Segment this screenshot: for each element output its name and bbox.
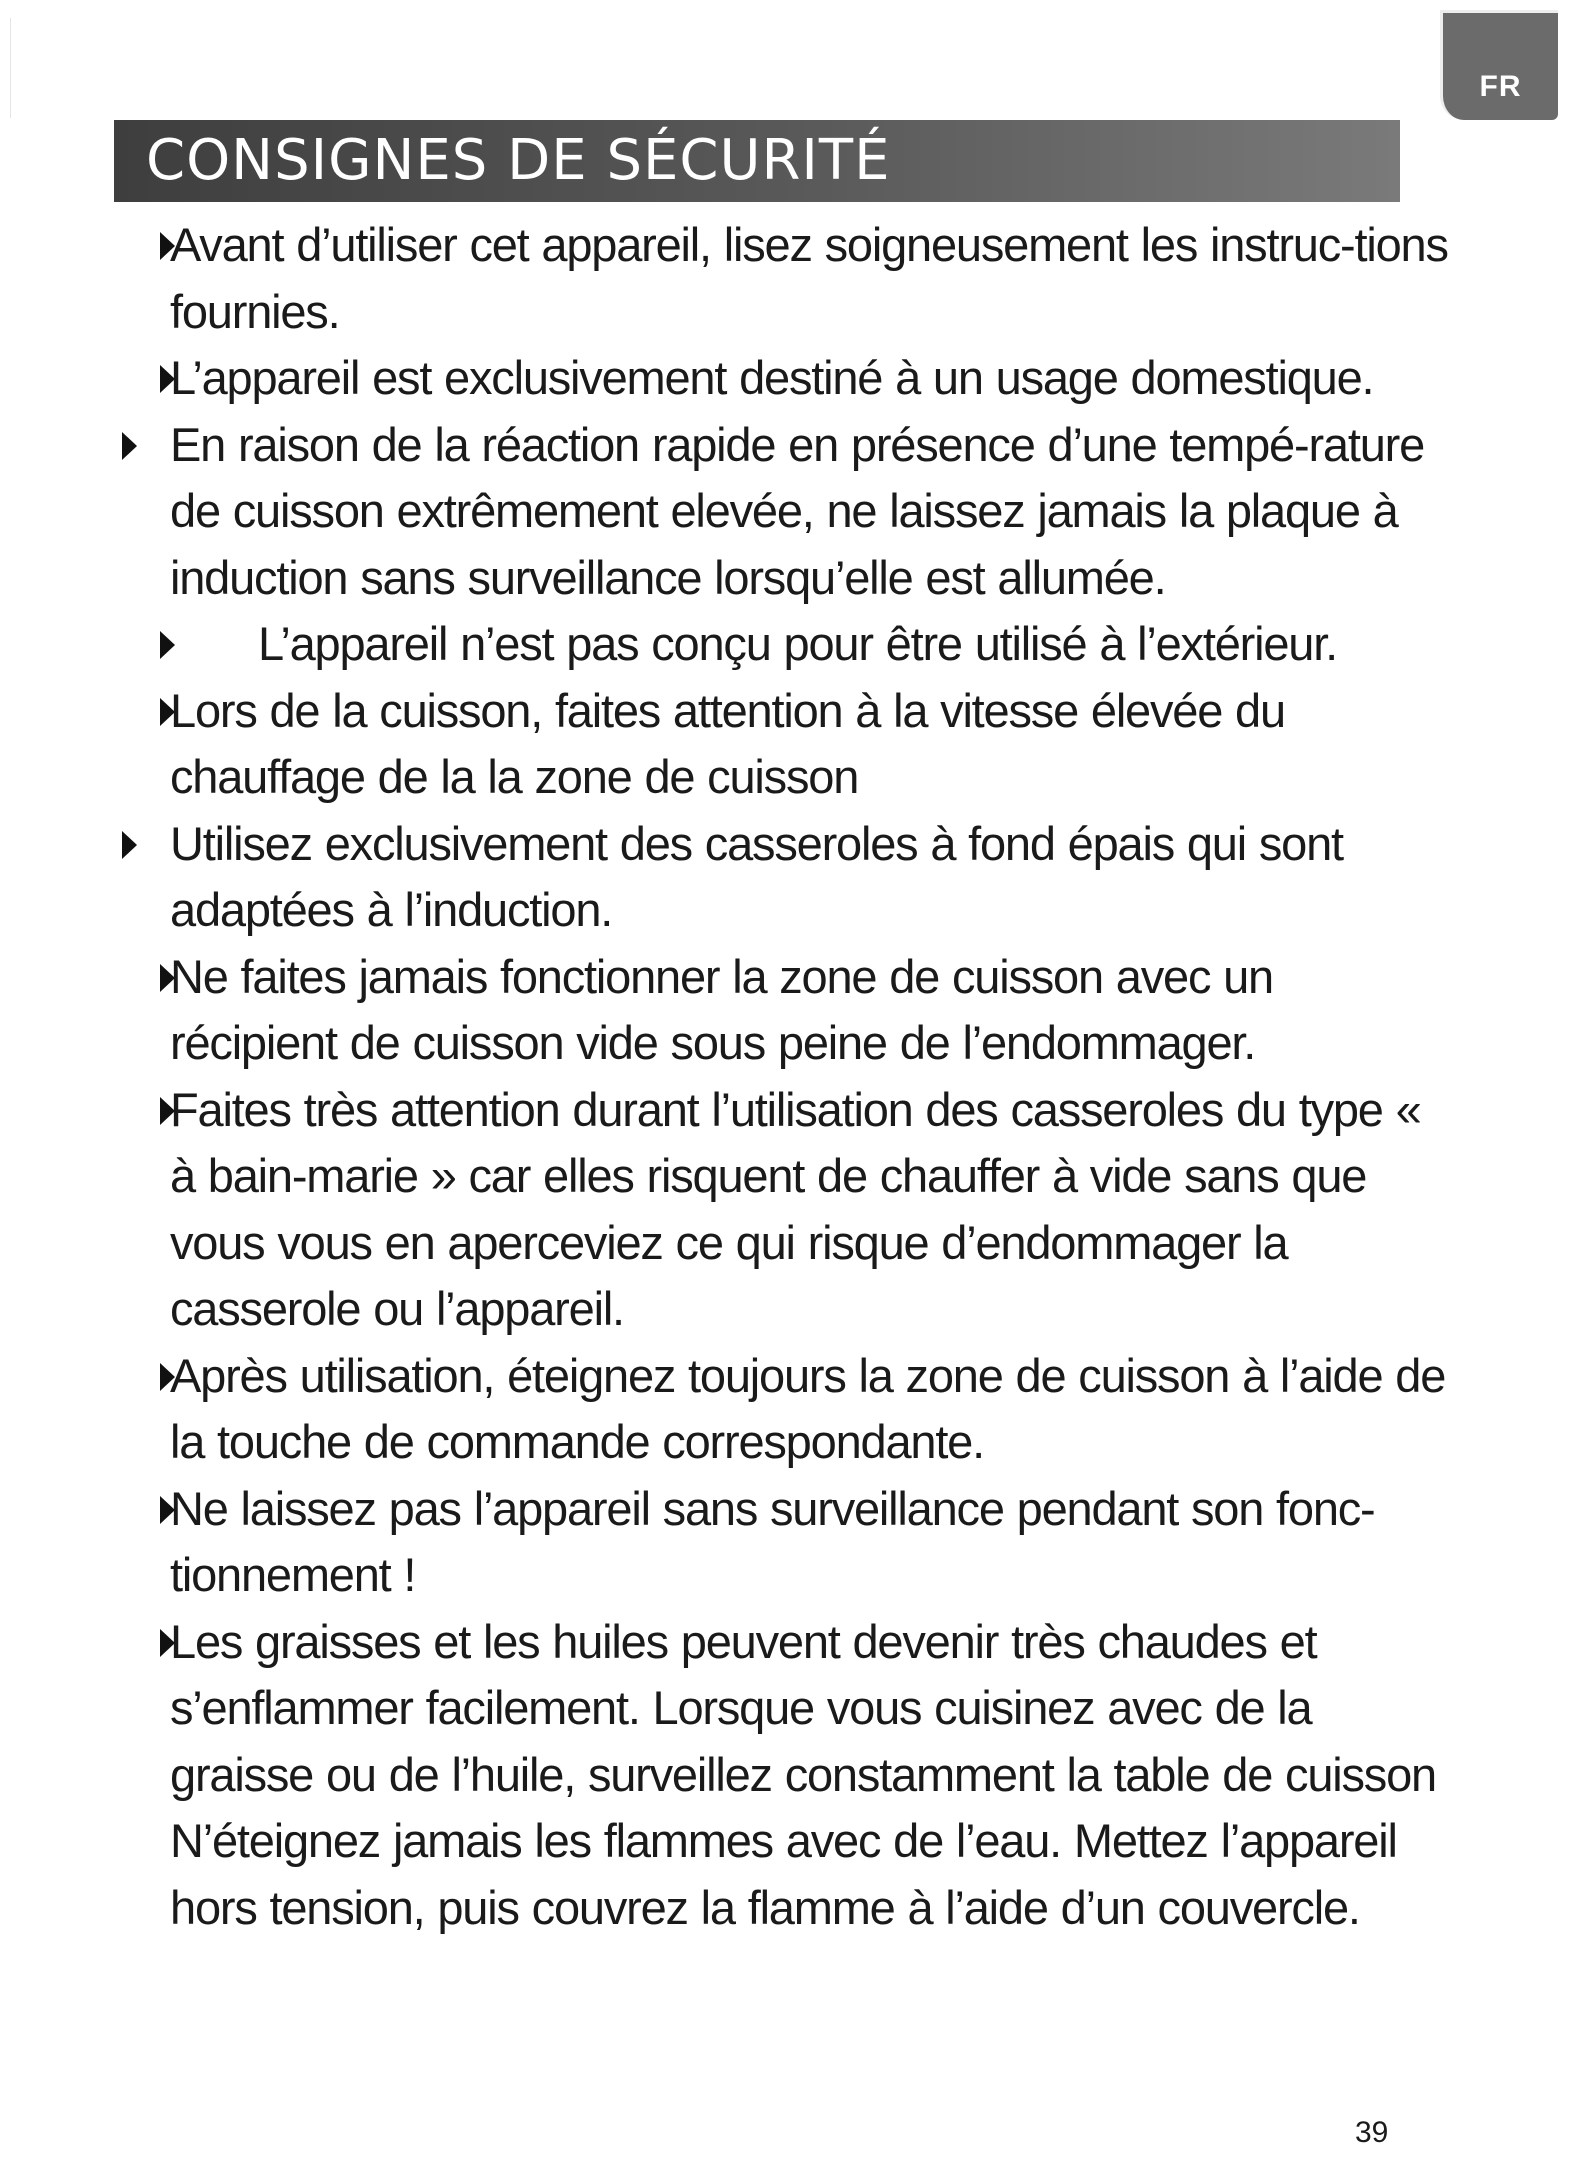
page-number: 39 — [1355, 2116, 1389, 2149]
bullet-triangle-icon — [122, 432, 137, 460]
bullet-triangle-icon — [122, 831, 137, 859]
list-item — [118, 811, 1448, 944]
list-item-text: En raison de la réaction rapide en présence d’une tempé-rature de cuisson extrêmement elevée, ne laissez jamais la plaque à induction sans surveillance lorsqu’elle est allumée. — [170, 417, 1425, 604]
list-item — [118, 1077, 1448, 1343]
bullet-triangle-icon — [160, 1629, 175, 1657]
list-item-text: Lors de la cuisson, faites attention à la vitesse élevée du chauffage de la la zone de cuisson — [170, 683, 1285, 803]
list-item-text: Avant d’utiliser cet appareil, lisez soigneusement les instruc-tions fournies. — [170, 218, 1448, 338]
bullet-triangle-icon — [160, 1363, 175, 1391]
list-item-text: L’appareil n’est pas conçu pour être utilisé à l’extérieur. — [258, 617, 1337, 670]
language-tab-label: FR — [1479, 70, 1522, 103]
bullet-triangle-icon — [160, 1097, 175, 1125]
bullet-triangle-icon — [160, 698, 175, 726]
list-item-text: L’appareil est exclusivement destiné à un usage domestique. — [170, 351, 1374, 404]
bullet-triangle-icon — [160, 964, 175, 992]
list-item-text: Utilisez exclusivement des casseroles à fond épais qui sont adaptées à l’induction. — [170, 816, 1343, 936]
bullet-triangle-icon — [160, 1496, 175, 1524]
list-item — [118, 412, 1448, 612]
page-edge-divider — [10, 18, 11, 118]
list-item — [118, 611, 1448, 678]
list-item — [118, 944, 1448, 1077]
list-item-text: Ne faites jamais fonctionner la zone de cuisson avec un récipient de cuisson vide sous peine de l’endommager. — [170, 949, 1273, 1069]
list-item — [118, 1343, 1448, 1476]
list-item — [118, 345, 1448, 412]
list-item — [118, 212, 1448, 345]
list-item-text: Après utilisation, éteignez toujours la zone de cuisson à l’aide de la touche de commande correspondante. — [170, 1348, 1446, 1468]
list-item — [118, 1609, 1448, 1942]
bullet-triangle-icon — [160, 365, 175, 393]
bullet-triangle-icon — [160, 631, 175, 659]
list-item-text: Faites très attention durant l’utilisation des casseroles du type « à bain-marie » car elles risquent de chauffer à vide sans que vous vous en aperceviez ce qui risque d’endommager la casserole ou l’appareil. — [170, 1082, 1421, 1335]
list-item-text: Les graisses et les huiles peuvent devenir très chaudes et s’enflammer facilement. Lorsque vous cuisinez avec de la graisse ou de l’huile, surveillez constamment la table de cuisson N’éteignez jamais les flammes avec de l’eau. Mettez l’appareil hors tension, puis couvrez la flamme à l’aide d’un couvercle. — [170, 1614, 1436, 1934]
list-item — [118, 678, 1448, 811]
list-item-text: Ne laissez pas l’appareil sans surveillance pendant son fonc-tionnement ! — [170, 1481, 1375, 1601]
section-title: CONSIGNES DE SÉCURITÉ — [146, 128, 891, 193]
list-item — [118, 1476, 1448, 1609]
language-tab — [1440, 10, 1558, 120]
section-title-bar — [114, 120, 1400, 202]
safety-instructions-list — [118, 212, 1448, 1941]
bullet-triangle-icon — [160, 232, 175, 260]
